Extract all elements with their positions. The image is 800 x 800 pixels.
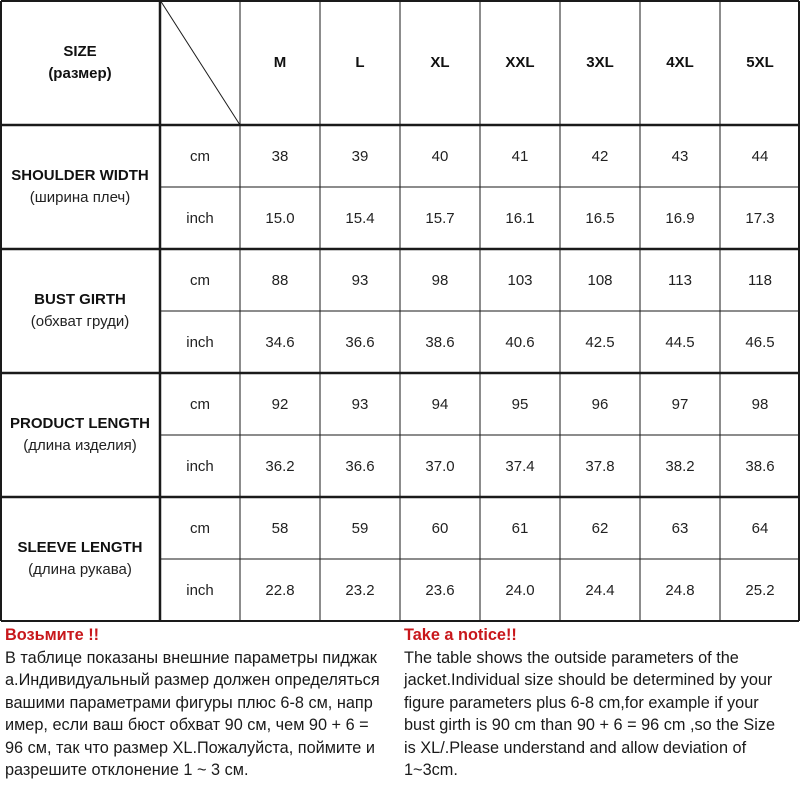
category-label-cell bbox=[0, 497, 160, 621]
measurement-value: 118 bbox=[748, 271, 772, 289]
measurement-value: 16.5 bbox=[585, 209, 615, 227]
unit-label: cm bbox=[190, 519, 210, 537]
unit-label: cm bbox=[190, 395, 210, 413]
measurement-value: 38 bbox=[271, 147, 289, 165]
measurement-value: 37.4 bbox=[505, 457, 535, 475]
notice-english-line: The table shows the outside parameters of the bbox=[404, 648, 739, 667]
measurement-value: 16.1 bbox=[505, 209, 535, 227]
notice-english-line: figure parameters plus 6-8 cm,for example if your bbox=[404, 693, 759, 712]
category-title: BUST GIRTH bbox=[34, 291, 126, 308]
notice-english-line: is XL/.Please understand and allow deviation of bbox=[404, 738, 747, 757]
measurement-value: 38.6 bbox=[745, 457, 775, 475]
measurement-value: 37.0 bbox=[425, 457, 455, 475]
measurement-value: 36.6 bbox=[345, 457, 375, 475]
notice-russian-line: имер, если ваш бюст обхват 90 см, чем 90 + 6 = bbox=[5, 716, 369, 734]
measurement-value: 64 bbox=[751, 519, 769, 537]
measurement-value: 92 bbox=[271, 395, 289, 413]
measurement-value: 93 bbox=[351, 271, 369, 289]
notice-english-line: 1~3cm. bbox=[404, 761, 458, 779]
measurement-value: 23.6 bbox=[425, 581, 455, 599]
measurement-value: 59 bbox=[351, 519, 369, 537]
size-column-header: 4XL bbox=[666, 54, 694, 71]
measurement-value: 103 bbox=[507, 271, 533, 289]
size-column-header: 3XL bbox=[586, 54, 614, 71]
notice-russian-line: 96 см, так что размер XL.Пожалуйста, поймите и bbox=[5, 738, 375, 757]
measurement-value: 15.7 bbox=[425, 209, 455, 227]
category-subtitle: (обхват груди) bbox=[30, 313, 130, 330]
notice-english-line: bust girth is 90 cm than 90 + 6 = 96 cm ,so the Size bbox=[404, 716, 776, 734]
unit-label: inch bbox=[186, 457, 214, 475]
measurement-value: 25.2 bbox=[745, 581, 775, 599]
measurement-value: 46.5 bbox=[745, 333, 775, 351]
measurement-value: 63 bbox=[671, 519, 689, 537]
measurement-value: 36.6 bbox=[345, 333, 375, 351]
measurement-value: 24.8 bbox=[665, 581, 695, 599]
measurement-value: 42.5 bbox=[585, 333, 615, 351]
measurement-value: 88 bbox=[271, 271, 289, 289]
measurement-value: 42 bbox=[591, 147, 609, 165]
measurement-value: 44 bbox=[751, 147, 769, 165]
notice-russian-line: а.Индивидуальный размер должен определяться bbox=[5, 671, 380, 689]
size-column-header: M bbox=[273, 54, 287, 71]
size-header-cell bbox=[0, 0, 160, 125]
unit-label: inch bbox=[186, 581, 214, 599]
measurement-value: 40.6 bbox=[505, 333, 535, 351]
notice-russian-line: вашими параметрами фигуры плюс 6-8 см, напр bbox=[5, 693, 373, 712]
header-diagonal bbox=[160, 0, 240, 125]
measurement-value: 34.6 bbox=[265, 333, 295, 351]
measurement-value: 62 bbox=[591, 519, 609, 537]
measurement-value: 108 bbox=[587, 271, 613, 289]
unit-label: cm bbox=[190, 271, 210, 289]
measurement-value: 61 bbox=[511, 519, 529, 537]
measurement-value: 22.8 bbox=[265, 581, 295, 599]
unit-label: inch bbox=[186, 333, 214, 351]
category-subtitle: (ширина плеч) bbox=[29, 189, 131, 206]
notice-russian bbox=[5, 624, 397, 782]
measurement-value: 43 bbox=[671, 147, 689, 165]
measurement-value: 60 bbox=[431, 519, 449, 537]
measurement-value: 95 bbox=[511, 395, 529, 413]
measurement-value: 58 bbox=[271, 519, 289, 537]
measurement-value: 38.2 bbox=[665, 457, 695, 475]
notice-section bbox=[0, 624, 800, 800]
notice-russian-line: разрешите отклонение 1 ~ 3 см. bbox=[5, 761, 249, 779]
category-label-cell bbox=[0, 125, 160, 249]
measurement-value: 15.0 bbox=[265, 209, 295, 227]
category-title: SLEEVE LENGTH bbox=[17, 539, 143, 556]
measurement-value: 39 bbox=[351, 147, 369, 165]
size-column-header: XXL bbox=[505, 54, 535, 71]
measurement-value: 44.5 bbox=[665, 333, 695, 351]
category-label-cell bbox=[0, 249, 160, 373]
measurement-value: 98 bbox=[751, 395, 769, 413]
category-subtitle: (длина рукава) bbox=[28, 561, 132, 578]
size-column-header: L bbox=[355, 54, 365, 71]
size-sublabel: (размер) bbox=[48, 64, 112, 82]
measurement-value: 17.3 bbox=[745, 209, 775, 227]
measurement-value: 41 bbox=[511, 147, 529, 165]
category-title: PRODUCT LENGTH bbox=[10, 415, 150, 432]
measurement-value: 38.6 bbox=[425, 333, 455, 351]
measurement-value: 16.9 bbox=[665, 209, 695, 227]
measurement-value: 24.4 bbox=[585, 581, 615, 599]
unit-label: inch bbox=[186, 209, 214, 227]
unit-label: cm bbox=[190, 147, 210, 165]
measurement-value: 24.0 bbox=[505, 581, 535, 599]
measurement-value: 96 bbox=[591, 395, 609, 413]
measurement-value: 97 bbox=[671, 395, 689, 413]
size-column-header: 5XL bbox=[746, 54, 774, 71]
measurement-value: 23.2 bbox=[345, 581, 375, 599]
measurement-value: 15.4 bbox=[345, 209, 375, 227]
notice-russian-line: В таблице показаны внешние параметры пиджак bbox=[5, 648, 377, 667]
notice-english-line: jacket.Individual size should be determined by your bbox=[404, 671, 773, 689]
category-subtitle: (длина изделия) bbox=[23, 437, 137, 454]
notice-russian-title: Возьмите !! bbox=[5, 626, 100, 644]
measurement-value: 94 bbox=[431, 395, 449, 413]
size-column-header: XL bbox=[430, 54, 450, 71]
category-label-cell bbox=[0, 373, 160, 497]
measurement-value: 93 bbox=[351, 395, 369, 413]
measurement-value: 36.2 bbox=[265, 457, 295, 475]
measurement-value: 40 bbox=[431, 147, 449, 165]
measurement-value: 98 bbox=[431, 271, 449, 289]
measurement-value: 37.8 bbox=[585, 457, 615, 475]
notice-english-title: Take a notice!! bbox=[404, 626, 517, 644]
category-title: SHOULDER WIDTH bbox=[11, 167, 149, 184]
measurement-value: 113 bbox=[668, 271, 692, 289]
notice-english bbox=[404, 624, 800, 782]
size-label: SIZE bbox=[63, 42, 97, 60]
